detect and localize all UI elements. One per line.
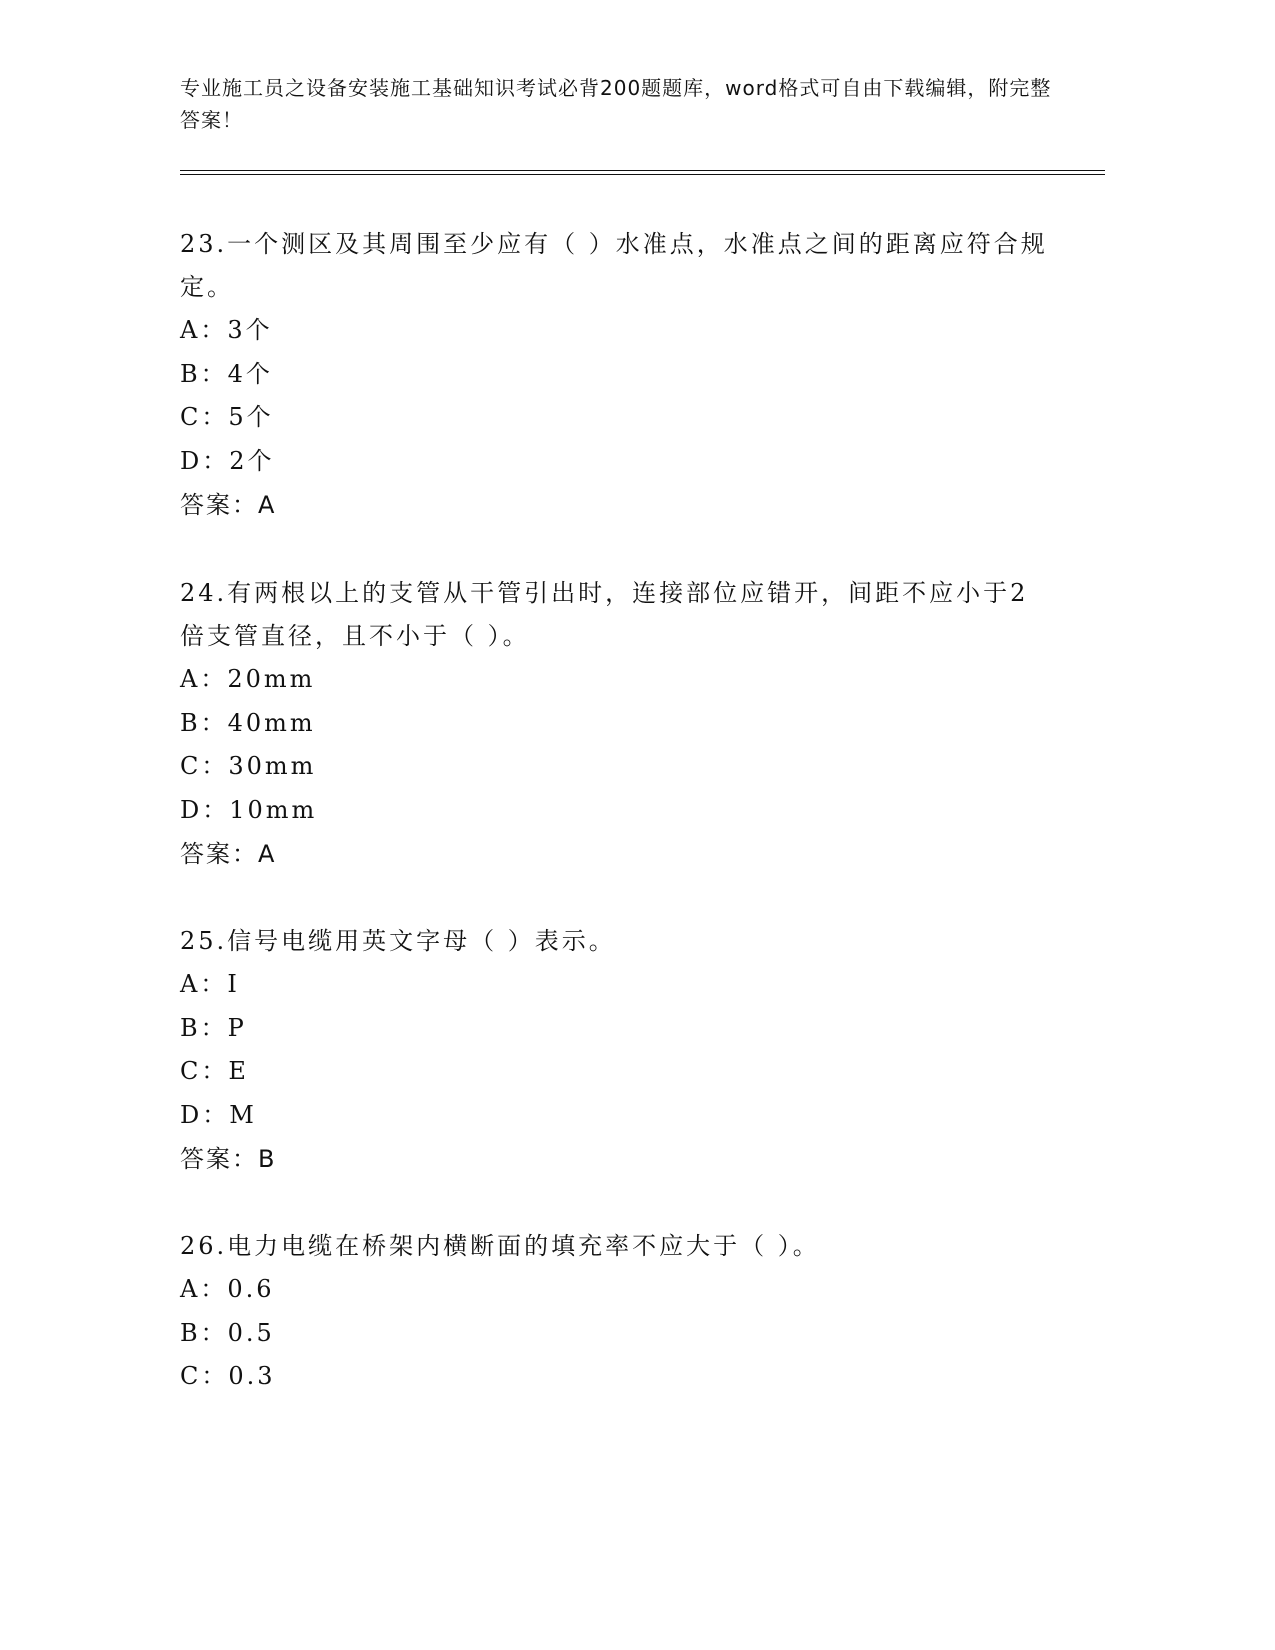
option-d: D：10mm [180,795,318,824]
answer-line: 答案：A [180,840,277,869]
option-a: A：I [180,970,240,998]
option-b: B：0.5 [180,1318,275,1347]
question-26 [180,1225,1050,1399]
option-c: C：E [180,1057,249,1086]
question-stem: 26.电力电缆在桥架内横断面的填充率不应大于（ ）。 [180,1232,820,1260]
answer-line: 答案：B [180,1145,277,1174]
option-d: D：M [180,1100,257,1129]
option-a: A：3个 [180,316,273,344]
option-c: C：5个 [180,403,274,432]
header-title: 专业施工员之设备安装施工基础知识考试必背200题题库，word格式可自由下载编辑，附完整答案！ [180,76,1052,132]
option-c: C：0.3 [180,1362,276,1391]
question-stem: 25.信号电缆用英文字母（ ）表示。 [180,927,616,955]
option-d: D：2个 [180,446,275,475]
option-b: B：40mm [180,708,316,737]
option-b: B：P [180,1013,247,1042]
option-a: A：0.6 [180,1275,275,1303]
document-header [180,72,1060,136]
question-23 [180,223,1050,527]
option-b: B：4个 [180,359,273,388]
question-stem: 24.有两根以上的支管从干管引出时，连接部位应错开，间距不应小于2倍支管直径，且不小于（ ）。 [180,579,1029,650]
question-stem: 23.一个测区及其周围至少应有（ ）水准点，水准点之间的距离应符合规定。 [180,230,1048,301]
answer-line: 答案：A [180,491,277,520]
question-24 [180,572,1050,876]
header-divider-top [180,170,1105,171]
option-a: A：20mm [180,665,316,693]
header-divider-bottom [180,174,1105,175]
option-c: C：30mm [180,752,317,781]
question-25 [180,920,1050,1181]
